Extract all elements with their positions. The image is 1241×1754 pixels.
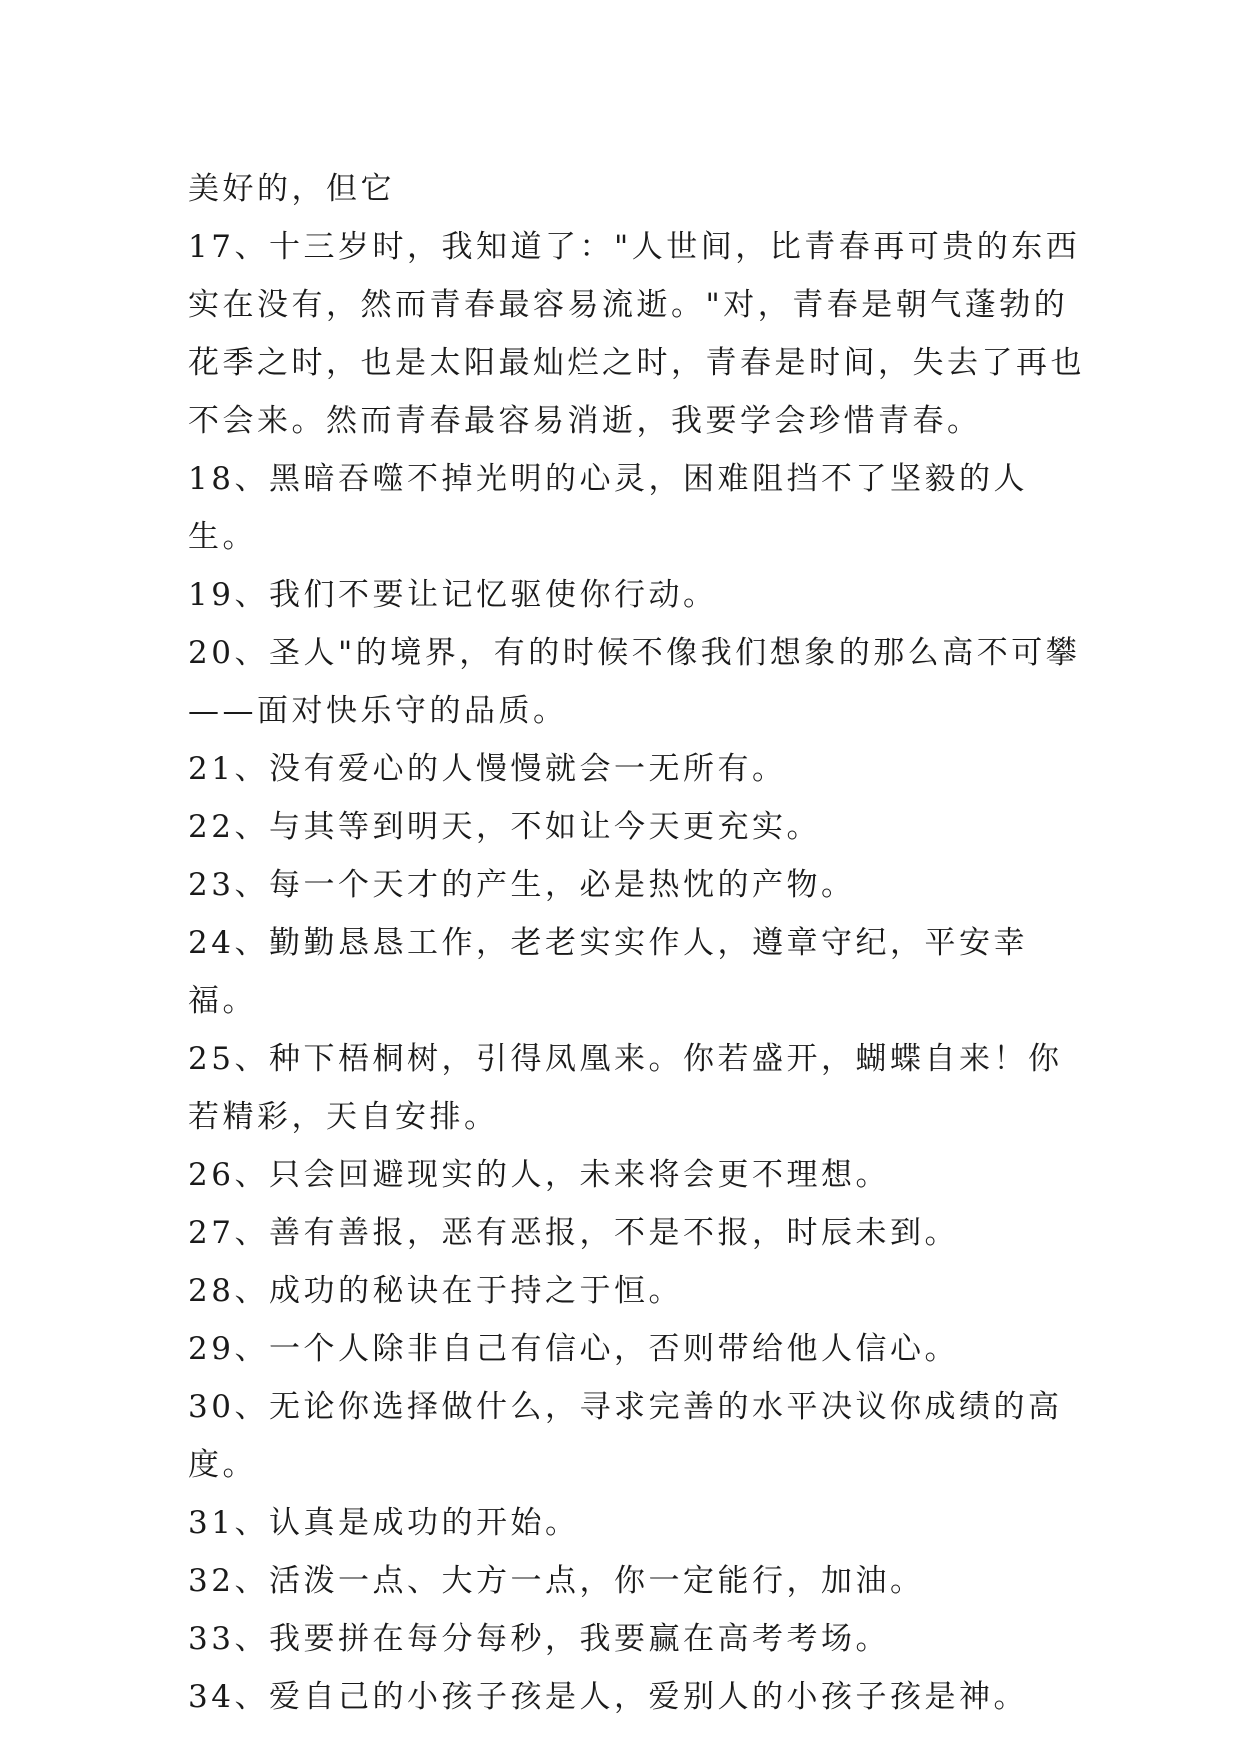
paragraph-21: 21、没有爱心的人慢慢就会一无所有。 <box>188 751 787 787</box>
paragraph-28: 28、成功的秘诀在于持之于恒。 <box>188 1273 683 1309</box>
paragraph-23: 23、每一个天才的产生，必是热忱的产物。 <box>188 867 856 903</box>
paragraph-continuation: 美好的，但它 <box>188 171 395 207</box>
paragraph-26: 26、只会回避现实的人，未来将会更不理想。 <box>188 1157 890 1193</box>
paragraph-29: 29、一个人除非自己有信心，否则带给他人信心。 <box>188 1331 959 1367</box>
paragraph-20: 20、圣人"的境界，有的时候不像我们想象的那么高不可攀——面对快乐守的品质。 <box>188 635 1081 729</box>
paragraph-24: 24、勤勤恳恳工作，老老实实作人，遵章守纪，平安幸福。 <box>188 925 1028 1019</box>
paragraph-25: 25、种下梧桐树，引得凤凰来。你若盛开，蝴蝶自来！你若精彩，天自安排。 <box>188 1041 1063 1135</box>
document-body <box>188 160 1088 1726</box>
paragraph-18: 18、黑暗吞噬不掉光明的心灵，困难阻挡不了坚毅的人生。 <box>188 461 1028 555</box>
paragraph-34: 34、爱自己的小孩子孩是人，爱别人的小孩子孩是神。 <box>188 1679 1028 1715</box>
paragraph-33: 33、我要拼在每分每秒，我要赢在高考考场。 <box>188 1621 890 1657</box>
paragraph-22: 22、与其等到明天，不如让今天更充实。 <box>188 809 821 845</box>
paragraph-30: 30、无论你选择做什么，寻求完善的水平决议你成绩的高度。 <box>188 1389 1063 1483</box>
paragraph-17: 17、十三岁时，我知道了："人世间，比青春再可贵的东西实在没有，然而青春最容易流逝。"对，青春是朝气蓬勃的花季之时，也是太阳最灿烂之时，青春是时间，失去了再也不会来。然而青春最容易消逝，我要学会珍惜青春。 <box>188 229 1085 439</box>
paragraph-27: 27、善有善报，恶有恶报，不是不报，时辰未到。 <box>188 1215 959 1251</box>
paragraph-32: 32、活泼一点、大方一点，你一定能行，加油。 <box>188 1563 925 1599</box>
paragraph-19: 19、我们不要让记忆驱使你行动。 <box>188 577 718 613</box>
paragraph-31: 31、认真是成功的开始。 <box>188 1505 580 1541</box>
